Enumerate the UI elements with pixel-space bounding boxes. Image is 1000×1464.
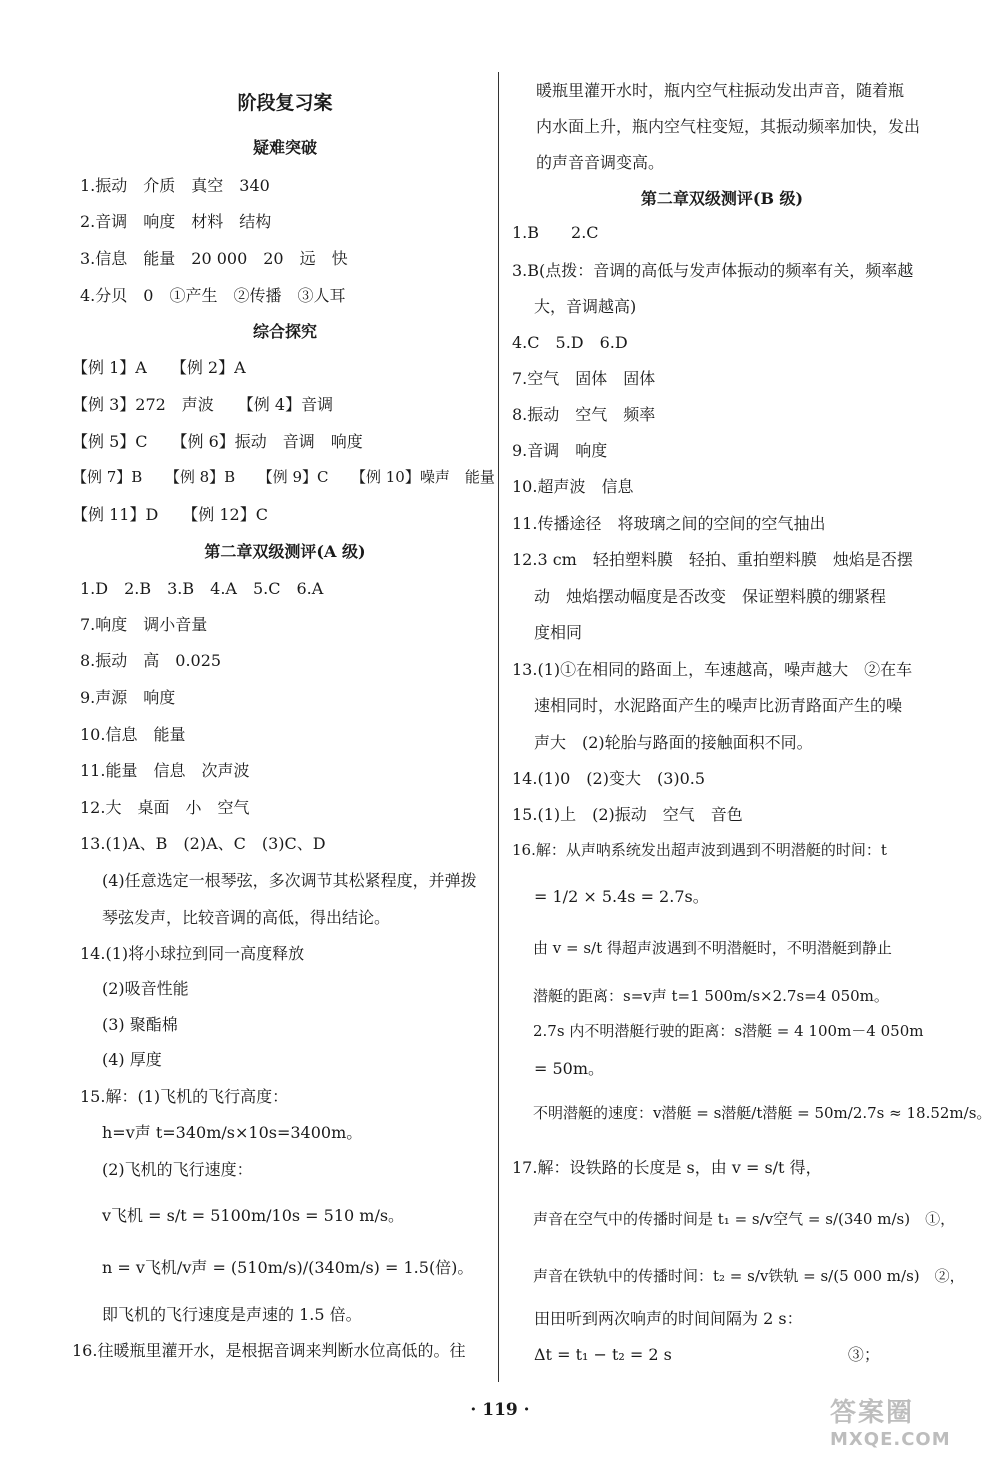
section-heading: 综合探究 (252, 322, 317, 341)
answer-line: (4) 厚度 (86, 1050, 162, 1069)
answer-line: 1.振动 介质 真空 340 (80, 176, 270, 195)
answer-line: 的声音音调变高。 (536, 153, 665, 172)
answer-line: 动 烛焰摆动幅度是否改变 保证塑料膜的绷紧程 (518, 587, 887, 606)
answer-line: 16.往暖瓶里灌开水，是根据音调来判断水位高低的。往 (72, 1341, 466, 1360)
section-heading: 第二章双级测评(B 级) (640, 189, 804, 208)
answer-line: 【例 3】272 声波 【例 4】音调 (72, 395, 334, 414)
answer-line: = 50m。 (518, 1059, 605, 1078)
answer-line: 由 v = s/t 得超声波遇到不明潜艇时，不明潜艇到静止 (518, 939, 892, 957)
answer-line: 速相同时，水泥路面产生的噪声比沥青路面产生的噪 (518, 696, 903, 715)
answer-line: 【例 5】C 【例 6】振动 音调 响度 (72, 432, 363, 451)
answer-line: 4.C 5.D 6.D (512, 333, 628, 352)
answer-line: 10.信息 能量 (80, 725, 186, 744)
answer-line: 7.响度 调小音量 (80, 615, 208, 634)
formula-line: = 1/2 × 5.4s = 2.7s。 (518, 887, 709, 906)
answer-line: 1.B 2.C (512, 223, 599, 242)
answer-line: 9.声源 响度 (80, 688, 176, 707)
answer-line: 【例 11】D 【例 12】C (72, 505, 268, 524)
answer-line: 8.振动 高 0.025 (80, 651, 222, 670)
answer-line: 大，音调越高) (518, 297, 637, 316)
formula-line: 不明潜艇的速度：v潜艇 = s潜艇/t潜艇 = 50m/2.7s ≈ 18.52m/s。 (518, 1104, 992, 1122)
page-title: 阶段复习案 (237, 92, 333, 114)
answer-line: 3.B(点拨：音调的高低与发声体振动的频率有关，频率越 (512, 261, 914, 280)
answer-line: 内水面上升，瓶内空气柱变短，其振动频率加快，发出 (536, 117, 921, 136)
page-number: · 119 · (470, 1400, 530, 1420)
answer-line: (2)吸音性能 (86, 979, 189, 998)
answer-line: 潜艇的距离：s=v声 t=1 500m/s×2.7s=4 050m。 (518, 987, 889, 1005)
answer-line: 13.(1)①在相同的路面上，车速越高，噪声越大 ②在车 (512, 660, 913, 679)
answer-line: 2.音调 响度 材料 结构 (80, 212, 272, 231)
answer-line: 4.分贝 0 ①产生 ②传播 ③人耳 (80, 286, 346, 305)
answer-line: 琴弦发声，比较音调的高低，得出结论。 (86, 908, 391, 927)
answer-line: 13.(1)A、B (2)A、C (3)C、D (80, 834, 326, 853)
answer-line: 12.大 桌面 小 空气 (80, 798, 250, 817)
section-heading: 第二章双级测评(A 级) (204, 542, 366, 561)
answer-line: 2.7s 内不明潜艇行驶的距离：s潜艇 = 4 100m－4 050m (518, 1022, 924, 1040)
answer-line: h=v声 t=340m/s×10s=3400m。 (86, 1123, 363, 1142)
answer-line: 15.解：(1)飞机的飞行高度： (80, 1087, 289, 1106)
answer-line: 暖瓶里灌开水时，瓶内空气柱振动发出声音，随着瓶 (536, 81, 905, 100)
column-divider (498, 72, 499, 1382)
watermark-url: MXQE.COM (830, 1429, 951, 1450)
watermark-text: 答案圈 (830, 1398, 915, 1428)
answer-line: 田田听到两次响声的时间间隔为 2 s： (518, 1309, 803, 1328)
formula-line: v飞机 = s/t = 5100m/10s = 510 m/s。 (86, 1206, 405, 1225)
answer-line: (2)飞机的飞行速度： (86, 1160, 253, 1179)
section-heading: 疑难突破 (252, 138, 317, 157)
answer-line: 8.振动 空气 频率 (512, 405, 656, 424)
answer-line: 11.能量 信息 次声波 (80, 761, 250, 780)
answer-line: 【例 1】A 【例 2】A (72, 358, 246, 377)
formula-line: 声音在空气中的传播时间是 t₁ = s/v空气 = s/(340 m/s) ①， (518, 1210, 956, 1228)
answer-line: 9.音调 响度 (512, 441, 608, 460)
answer-line: 3.信息 能量 20 000 20 远 快 (80, 249, 348, 268)
answer-line: 17.解：设铁路的长度是 s，由 v = s/t 得， (512, 1158, 822, 1177)
answer-line: 声大 (2)轮胎与路面的接触面积不同。 (518, 733, 813, 752)
formula-line: Δt = t₁ − t₂ = 2 s ③； (518, 1345, 880, 1364)
watermark-logo (830, 1392, 990, 1456)
formula-line: 声音在铁轨中的传播时间：t₂ = s/v铁轨 = s/(5 000 m/s) ②， (518, 1267, 965, 1285)
answer-line: (4)任意选定一根琴弦，多次调节其松紧程度，并弹拨 (86, 871, 477, 890)
answer-line: 1.D 2.B 3.B 4.A 5.C 6.A (80, 579, 324, 598)
answer-line: 度相同 (518, 623, 583, 642)
answer-line: 【例 7】B 【例 8】B 【例 9】C 【例 10】噪声 能量 (72, 468, 495, 486)
answer-line: 12.3 cm 轻拍塑料膜 轻拍、重拍塑料膜 烛焰是否摆 (512, 550, 913, 569)
answer-line: 11.传播途径 将玻璃之间的空间的空气抽出 (512, 514, 826, 533)
answer-line: 10.超声波 信息 (512, 477, 634, 496)
answer-line: 14.(1)将小球拉到同一高度释放 (80, 944, 305, 963)
answer-line: (3) 聚酯棉 (86, 1015, 178, 1034)
answer-line: 14.(1)0 (2)变大 (3)0.5 (512, 769, 706, 788)
answer-line: 15.(1)上 (2)振动 空气 音色 (512, 805, 743, 824)
formula-line: n = v飞机/v声 = (510m/s)/(340m/s) = 1.5(倍)。 (86, 1258, 474, 1277)
answer-line: 7.空气 固体 固体 (512, 369, 656, 388)
answer-line: 即飞机的飞行速度是声速的 1.5 倍。 (86, 1305, 362, 1324)
answer-line: 16.解：从声呐系统发出超声波到遇到不明潜艇的时间：t (512, 841, 887, 859)
